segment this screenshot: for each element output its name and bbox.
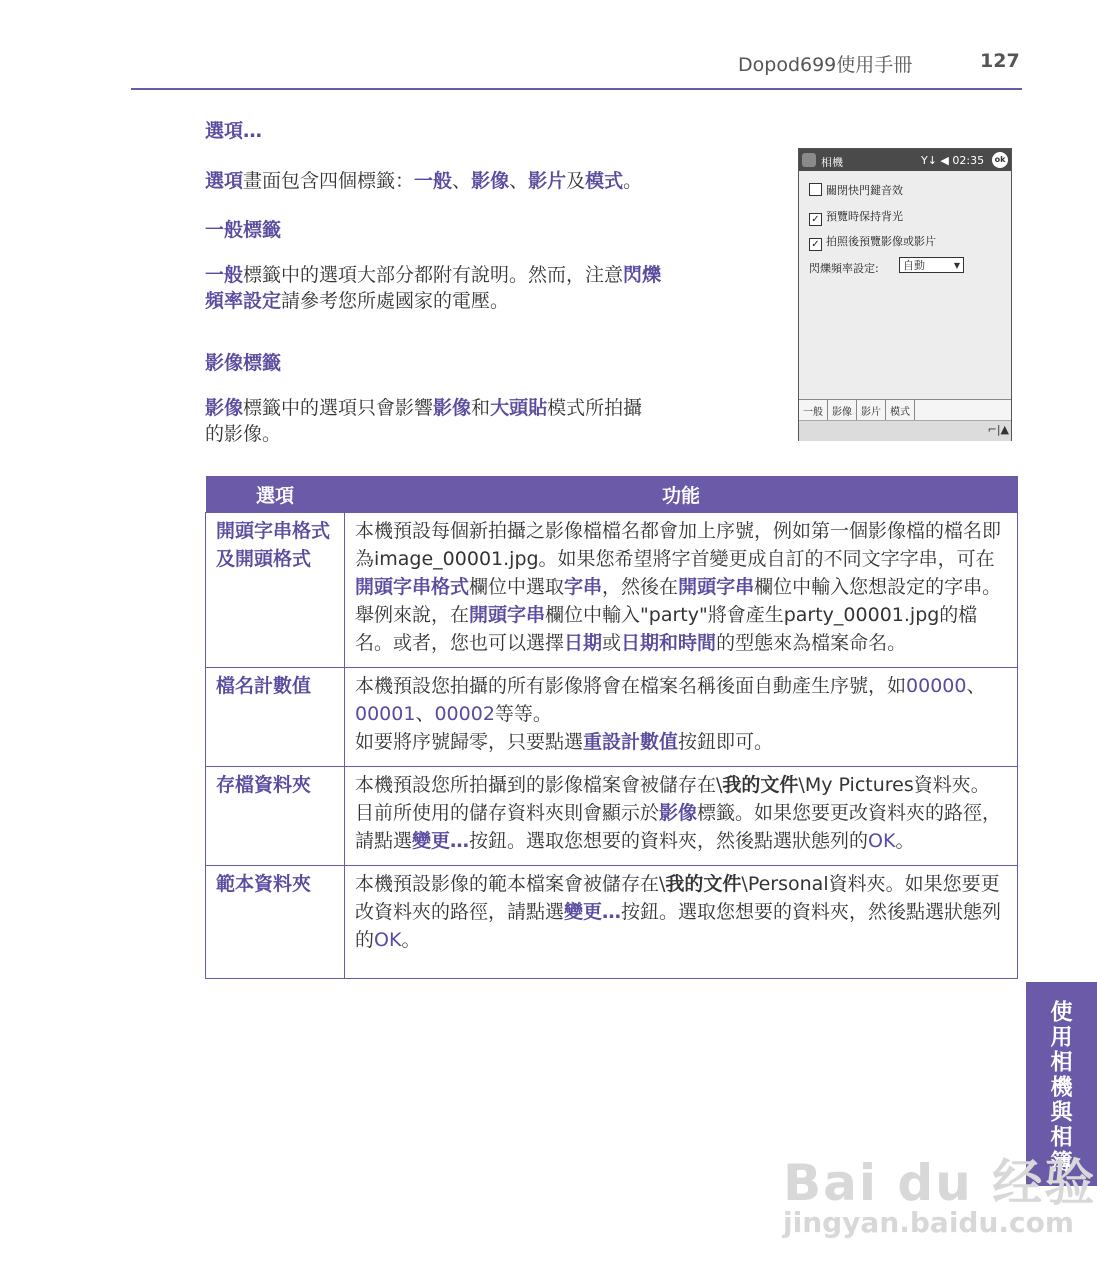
device-ok-button[interactable]: ok <box>992 152 1008 168</box>
checkbox-preview-backlight[interactable] <box>809 208 903 226</box>
image-heading: 影像標籤 <box>205 352 282 374</box>
flicker-label: 閃爍頻率設定: <box>809 262 879 275</box>
intro-term-options: 選項 <box>205 170 244 192</box>
intro-and: 及 <box>566 170 586 192</box>
tab-general[interactable]: 一般 <box>799 400 828 420</box>
image-text-2: 模式所拍攝 <box>547 397 643 419</box>
checkbox-shutter-sound[interactable] <box>809 182 903 198</box>
windows-start-icon[interactable] <box>802 153 816 167</box>
checkbox-checked-icon[interactable]: ✓ <box>809 238 822 251</box>
function-cell: 本機預設影像的範本檔案會被儲存在\我的文件\Personal資料夾。如果您要更改資料夾的路徑，請點選變更…按鈕。選取您想要的資料夾，然後點選狀態列的OK。 <box>345 866 1018 979</box>
checkbox-review-after-capture[interactable] <box>809 233 936 251</box>
option-cell: 存檔資料夾 <box>206 767 345 866</box>
col-header-option: 選項 <box>206 476 345 513</box>
intro-paragraph <box>205 168 642 194</box>
image-text-3: 的影像。 <box>205 423 282 445</box>
general-text: 標籤中的選項大部分都附有說明。然而，注意 <box>243 264 624 286</box>
checkbox-icon[interactable] <box>809 183 822 196</box>
header-divider <box>131 88 1022 90</box>
function-cell: 本機預設每個新拍攝之影像檔檔名都會加上序號，例如第一個影像檔的檔名即為image_00001.jpg。如果您希望將字首變更成自訂的不同文字字串，可在開頭字串格式欄位中選取字串，然後在開頭字串欄位中輸入您想設定的字串。舉例來說，在開頭字串欄位中輸入"party"將會產生party_00001.jpg的檔名。或者，您也可以選擇日期或日期和時間的型態來為檔案命名。 <box>345 513 1018 668</box>
device-screenshot <box>798 148 1012 441</box>
baidu-watermark-logo: Bai du 经验 <box>783 1154 1097 1212</box>
image-text: 標籤中的選項只會影響 <box>243 397 434 419</box>
device-tab-bar <box>799 399 1011 420</box>
device-command-bar <box>799 420 1011 441</box>
flicker-value: 自動 <box>903 259 925 272</box>
intro-term-image: 影像 <box>471 170 510 192</box>
table-row <box>206 668 1018 767</box>
option-cell: 檔名計數值 <box>206 668 345 767</box>
tab-video[interactable]: 影片 <box>857 400 886 420</box>
table-row <box>206 767 1018 866</box>
table-row <box>206 866 1018 979</box>
intro-term-video: 影片 <box>528 170 567 192</box>
device-status-icons: Y↓ ◀ 02:35 <box>921 154 985 167</box>
general-paragraph <box>205 262 705 314</box>
intro-term-general: 一般 <box>414 170 453 192</box>
table-row <box>206 513 1018 668</box>
image-term: 影像 <box>205 397 244 419</box>
chapter-side-label: 使用相機與相簿 <box>1047 1000 1072 1175</box>
options-table <box>205 476 1018 979</box>
checkbox-label: 拍照後預覽影像或影片 <box>826 235 936 248</box>
intro-term-mode: 模式 <box>585 170 624 192</box>
general-term-flicker: 閃爍 <box>623 264 662 286</box>
tab-image[interactable]: 影像 <box>828 400 857 420</box>
tab-mode[interactable]: 模式 <box>886 400 915 420</box>
chevron-down-icon: ▼ <box>953 261 960 270</box>
section-title: 選項… <box>205 120 263 142</box>
intro-end: 。 <box>623 170 643 192</box>
image-paragraph <box>205 395 705 447</box>
page-number: 127 <box>980 50 1020 72</box>
function-cell: 本機預設您所拍攝到的影像檔案會被儲存在\我的文件\My Pictures資料夾。目前所使用的儲存資料夾則會顯示於影像標籤。如果您要更改資料夾的路徑，請點選變更…按鈕。選取您想要的資料夾，然後點選狀態列的OK。 <box>345 767 1018 866</box>
general-term-frequency: 頻率設定 <box>205 290 282 312</box>
intro-sep: 、 <box>509 170 529 192</box>
col-header-function: 功能 <box>345 476 1018 513</box>
general-term: 一般 <box>205 264 244 286</box>
device-app-title: 相機 <box>821 156 843 169</box>
checkbox-label: 關閉快門鍵音效 <box>826 184 903 197</box>
flicker-dropdown[interactable] <box>899 257 964 273</box>
table-header-row <box>206 476 1018 513</box>
option-cell: 開頭字串格式及開頭格式 <box>206 513 345 668</box>
checkbox-label: 預覽時保持背光 <box>826 210 903 223</box>
device-title-bar <box>799 149 1011 171</box>
intro-sep: 、 <box>452 170 472 192</box>
keyboard-icon[interactable]: ⌐|▲ <box>987 423 1009 436</box>
baidu-watermark-url: jingyan.baidu.com <box>783 1206 1075 1239</box>
checkbox-checked-icon[interactable]: ✓ <box>809 213 822 226</box>
image-term-sticker: 大頭貼 <box>490 397 548 419</box>
function-cell: 本機預設您拍攝的所有影像將會在檔案名稱後面自動產生序號，如00000、00001、00002等等。 如要將序號歸零，只要點選重設計數值按鈕即可。 <box>345 668 1018 767</box>
intro-text: 畫面包含四個標籤： <box>243 170 415 192</box>
image-and: 和 <box>471 397 491 419</box>
general-text-2: 請參考您所處國家的電壓。 <box>281 290 510 312</box>
header-title: Dopod699使用手冊 <box>738 54 913 76</box>
option-cell: 範本資料夾 <box>206 866 345 979</box>
general-heading: 一般標籤 <box>205 219 282 241</box>
image-term-mode: 影像 <box>433 397 472 419</box>
